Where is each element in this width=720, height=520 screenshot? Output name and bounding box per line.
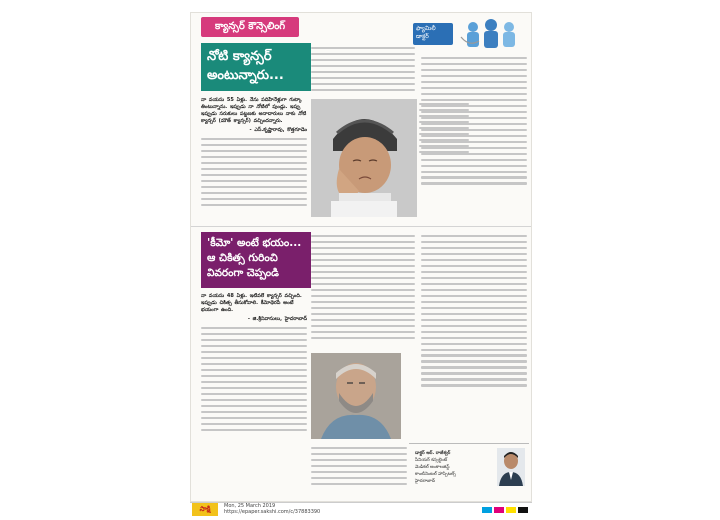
article2-column-2 [311, 231, 415, 349]
article-divider [191, 226, 532, 227]
article1-column-4 [421, 53, 527, 223]
doctor-city: హైదరాబాద్ [415, 479, 436, 484]
family-doctor-tag: ఫ్యామిలీ డాక్టర్ [413, 23, 453, 45]
doctor-portrait-photo [497, 448, 525, 486]
article2-lead: నా వయసు 48 ఏళ్లు. ఇటీవలే క్యాన్సర్ వచ్చింది. ఇప్పుడు చికిత్స తీసుకోవాలి. కీమోథెరపీ అంటే భయంగా ఉంది. [201, 293, 302, 313]
newspaper-page [190, 12, 532, 502]
article1-signoff: - ఎస్.కృష్ణారావు, కొత్తగూడెం [249, 127, 307, 133]
doctor-name: డాక్టర్ ఆర్. రాజేశ్వర్ [415, 451, 451, 456]
footer-url[interactable]: https://epaper.sakshi.com/c/37883390 [224, 509, 321, 515]
doctor-title: సీనియర్ కన్సల్టెంట్ [415, 458, 448, 463]
article2-column-1 [201, 293, 307, 493]
family-doctor-corner [413, 15, 525, 51]
article2-column-3 [421, 231, 527, 441]
article1-column-2 [311, 43, 415, 97]
article2-signoff: - జి.శ్రీనివాసులు, హైదరాబాద్ [247, 316, 307, 322]
print-color-swatches [482, 507, 528, 513]
article2-column-2b [311, 443, 407, 495]
article1-column-1 [201, 97, 307, 223]
article1-lead: నా వయసు 55 ఏళ్లు. నేను పదిహేనేళ్లుగా గుట్కా తింటున్నాను. ఇప్పుడు నా నోటిలో పుండ్లు. ఇప్పు ఇప్పుడు సరుకులు పట్టణకు అనాదారులు నాకు నోటి క్యాన్సర్ (మౌత్ క్యాన్సర్) వచ్చిందన్నారు. [201, 97, 307, 124]
article1-headline: నోటి క్యాన్సర్ అంటున్నారు... [201, 43, 311, 91]
man-with-toothache-photo [311, 99, 417, 217]
sakshi-logo: సాక్షి [192, 503, 218, 516]
bearded-man-photo [311, 353, 401, 439]
epaper-footer [190, 502, 532, 516]
family-doctor-icon [459, 17, 525, 49]
footer-date: Mon, 25 March 2019 [224, 503, 276, 509]
doctor-credit-box [409, 443, 529, 493]
article2-headline: 'కీమో' అంటే భయం... ఆ చికిత్స గురించి వివరంగా చెప్పండి [201, 232, 311, 288]
doctor-dept: మెడికల్ ఆంకాలజిస్ట్ [415, 465, 450, 470]
section-banner: క్యాన్సర్ కౌన్సెలింగ్ [201, 17, 299, 37]
doctor-org: కాంటినెంటల్ హాస్పిటల్స్ [415, 472, 456, 477]
doctor-credit-text [415, 450, 495, 485]
